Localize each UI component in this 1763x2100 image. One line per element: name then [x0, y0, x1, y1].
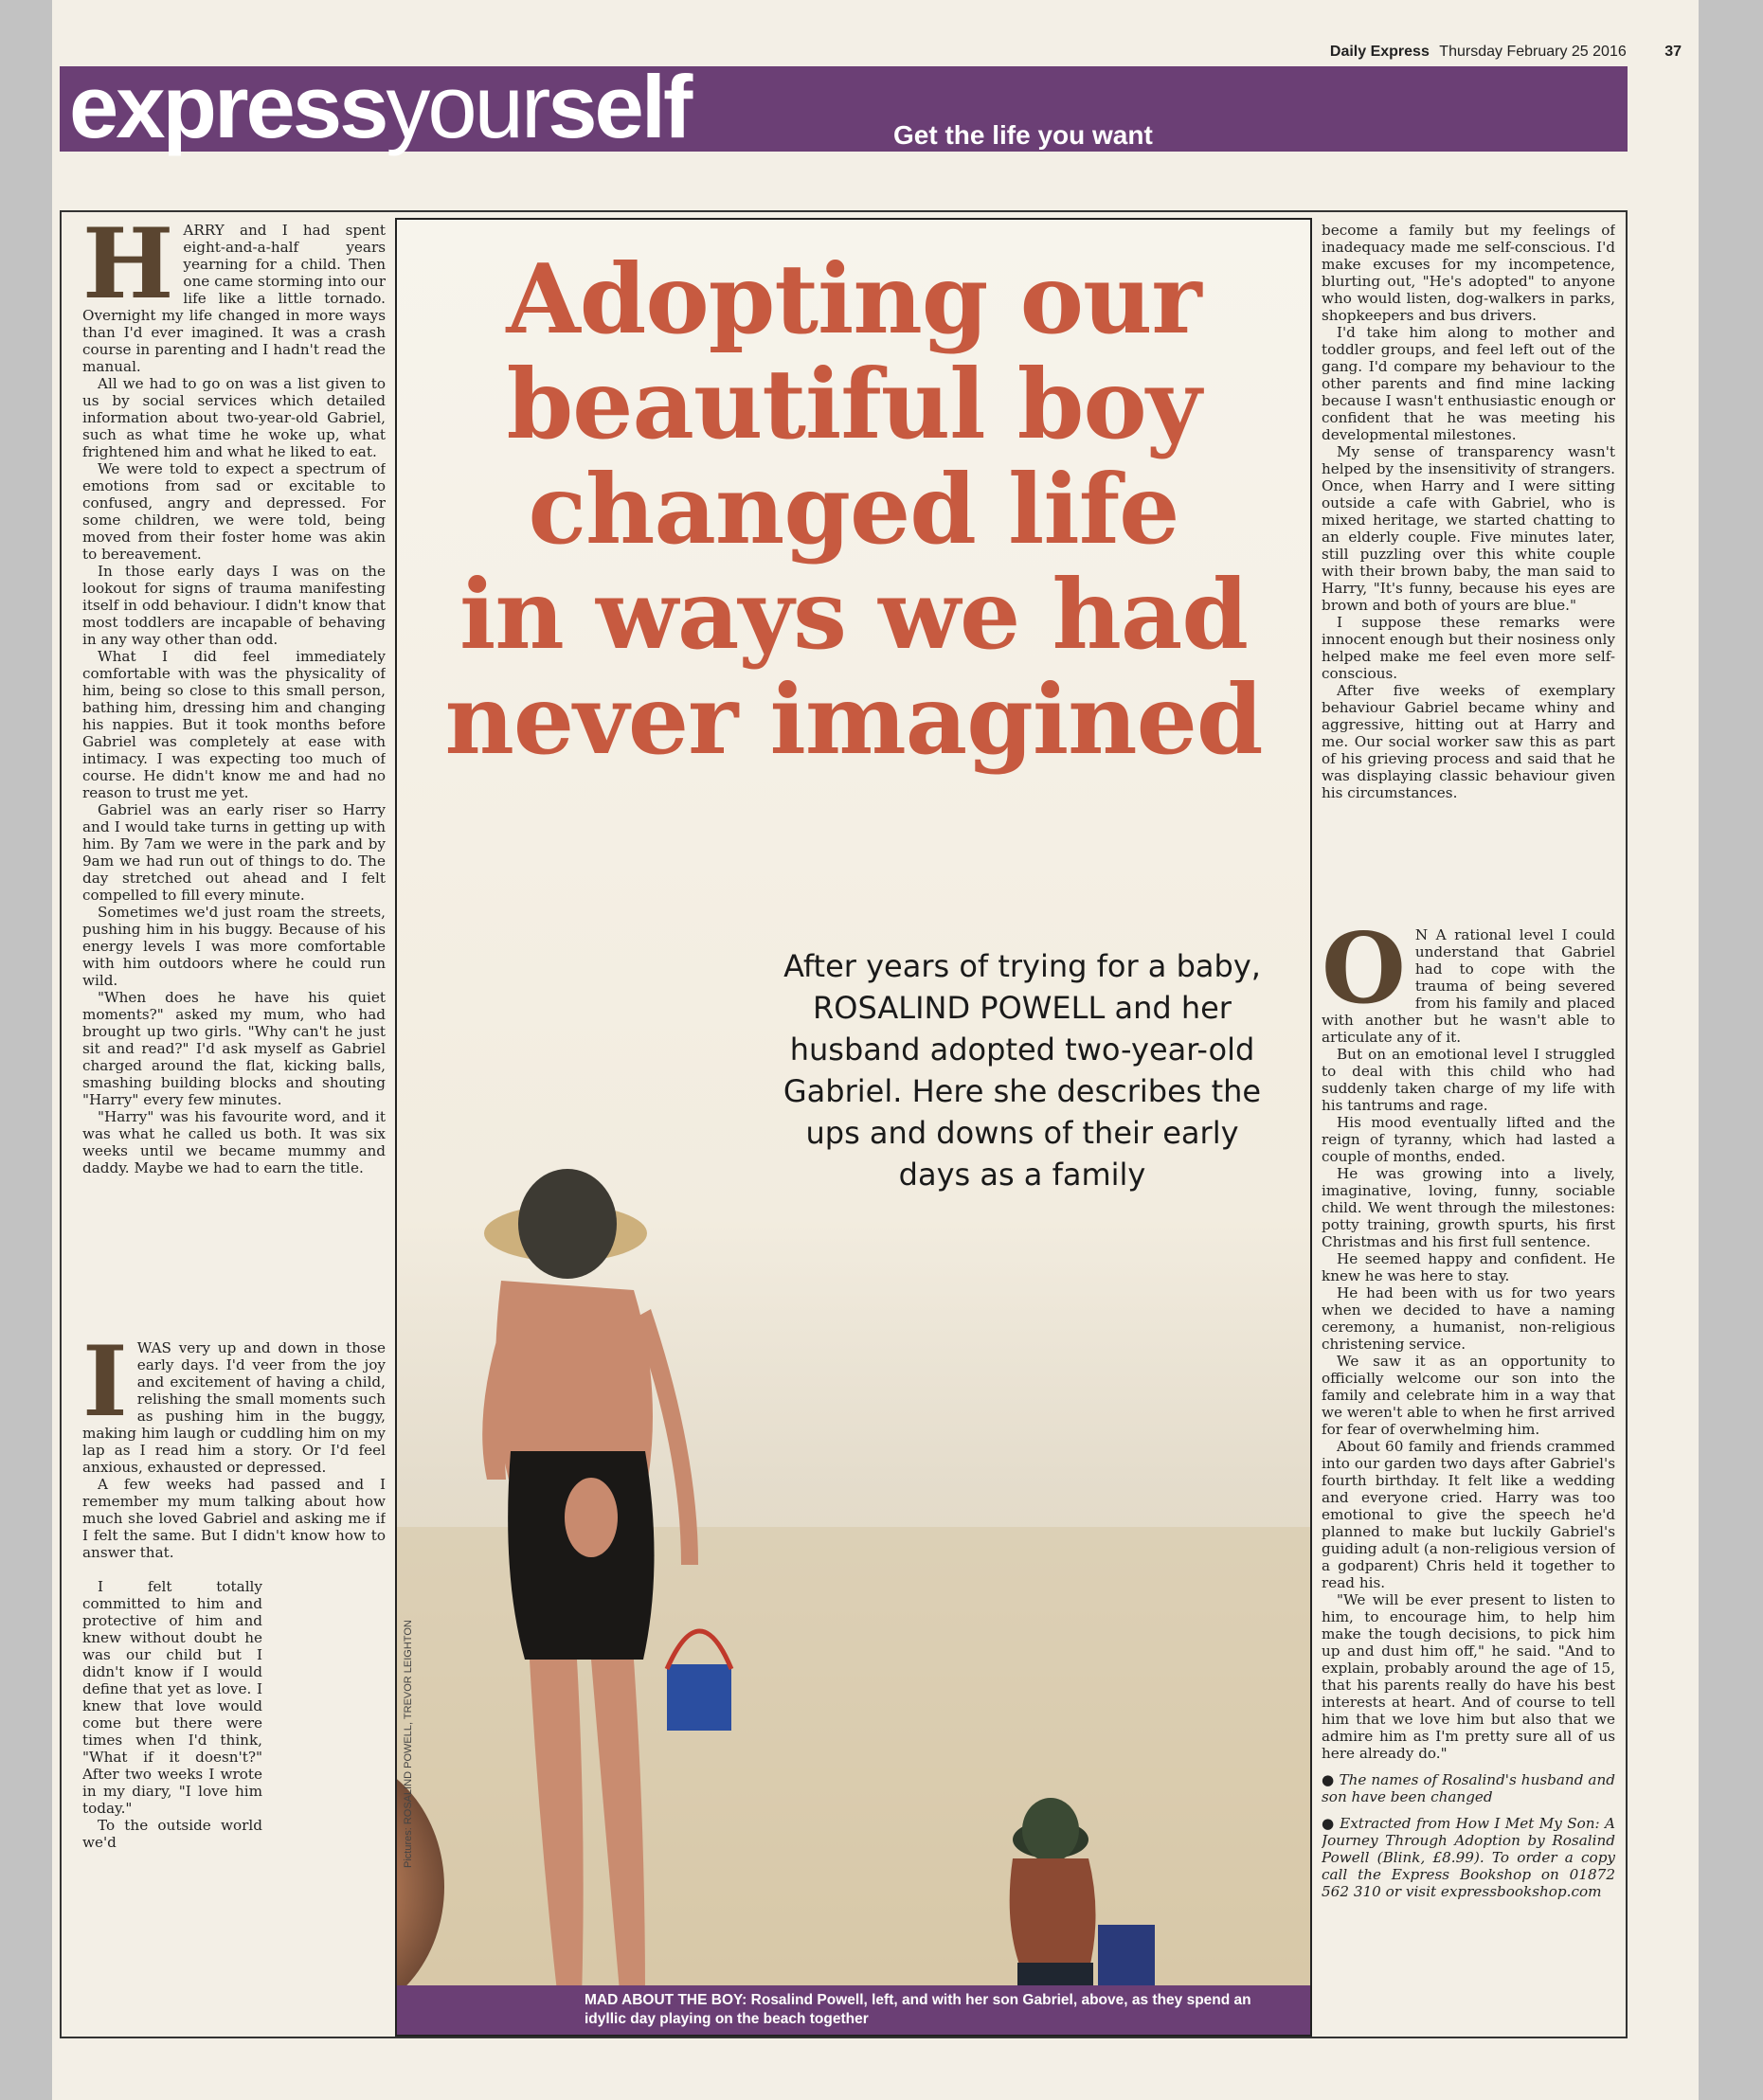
- body-paragraph: He was growing into a lively, imaginative, loving, funny, sociable child. We went through the milestones: potty training, growth spurts, his first Christmas and his first full sentence.: [1322, 1165, 1615, 1250]
- body-column-left: [82, 222, 386, 1320]
- headline-line: in ways we had: [459, 558, 1248, 671]
- body-paragraph: N A rational level I could understand that Gabriel had to cope with the trauma of being severed from his family and placed with another but he wasn't able to articulate any of it.: [1322, 926, 1615, 1046]
- body-paragraph: His mood eventually lifted and the reign of tyranny, which had lasted a couple of months, ended.: [1322, 1114, 1615, 1165]
- body-paragraph: "We will be ever present to listen to him, to encourage him, to help him make the tough decisions, to pick him up and dust him off," he said. "And to explain, probably around the age of 15, that his parents really do have his best interests at heart. And of course to tell him that we love him but also that we admire him as I'm pretty sure all of us here already do.": [1322, 1591, 1615, 1762]
- body-paragraph: After five weeks of exemplary behaviour Gabriel became whiny and aggressive, hitting out at Harry and me. Our social worker saw this as part of his grieving process and said that he was displaying classic behaviour given his circumstances.: [1322, 682, 1615, 801]
- body-paragraph: "Harry" was his favourite word, and it was what he called us both. It was six weeks until we became mummy and daddy. Maybe we had to earn the title.: [82, 1108, 386, 1176]
- page-number: 37: [1664, 44, 1682, 60]
- body-column-left-wrap: [82, 1578, 262, 1910]
- standfirst: After years of trying for a baby, ROSALIND POWELL and her husband adopted two-year-old Gabriel. Here she describes the ups and downs of their early days as a family: [783, 948, 1262, 1193]
- section-brand: [69, 55, 690, 159]
- feature-photo-panel: [395, 218, 1312, 2037]
- publication-date: Thursday February 25 2016: [1439, 44, 1627, 60]
- article-frame: [60, 210, 1628, 2038]
- body-paragraph: In those early days I was on the lookout for signs of trauma manifesting itself in odd behaviour. I didn't know that most toddlers are incapable of behaving in any way other than odd.: [82, 563, 386, 648]
- photo-credit: Pictures: ROSALIND POWELL, TREVOR LEIGHTON: [403, 1620, 414, 1868]
- body-paragraph: WAS very up and down in those early days. I'd veer from the joy and excitement of having a child, relishing the small moments such as pushing him in the buggy, making him laugh or cuddling him on my lap as I read him a story. Or I'd feel anxious, exhausted or depressed.: [82, 1339, 386, 1476]
- body-paragraph: ARRY and I had spent eight-and-a-half years yearning for a child. Then one came storming into our life like a little tornado. Overnight my life changed in more ways than I'd ever imagined. It was a crash course in parenting and I hadn't read the manual.: [82, 222, 386, 375]
- body-column-right: [1322, 222, 1615, 923]
- caption-bar: [397, 1985, 1310, 2035]
- body-paragraph: To the outside world we'd: [82, 1817, 262, 1851]
- body-paragraph: A few weeks had passed and I remember my mum talking about how much she loved Gabriel and asking me if I felt the same. But I didn't know how to answer that.: [82, 1476, 386, 1561]
- body-paragraph: Sometimes we'd just roam the streets, pushing him in his buggy. Because of his energy levels I was more comfortable with him outdoors where he could run wild.: [82, 904, 386, 989]
- drop-cap: H: [82, 222, 174, 321]
- body-paragraph: "When does he have his quiet moments?" asked my mum, who had brought up two girls. "Why can't he just sit and read?" I'd ask myself as Gabriel charged around the flat, kicking balls, smashing building blocks and shouting "Harry" every few minutes.: [82, 989, 386, 1108]
- section-masthead: [60, 57, 1628, 156]
- body-column-right-lower: [1322, 926, 1615, 2035]
- publication-name: Daily Express: [1329, 44, 1430, 60]
- page-folio: [1284, 44, 1682, 68]
- body-column-left-lower: [82, 1339, 386, 1576]
- headline: [397, 242, 1310, 776]
- body-paragraph: I'd take him along to mother and toddler groups, and feel left out of the gang. I'd compare my behaviour to the other parents and find mine lacking because I wasn't enthusiastic enough or confident that he was meeting his developmental milestones.: [1322, 324, 1615, 443]
- body-paragraph: We saw it as an opportunity to officially welcome our son into the family and celebrate him in a way that we weren't able to when he first arrived for fear of overwhelming him.: [1322, 1353, 1615, 1438]
- drop-cap: I: [82, 1339, 128, 1439]
- body-paragraph: Gabriel was an early riser so Harry and I would take turns in getting up with him. By 7am we were in the park and by 9am we had run out of things to do. The day stretched out ahead and I felt compelled to fill every minute.: [82, 801, 386, 904]
- footnote-extract: ● Extracted from How I Met My Son: A Journey Through Adoption by Rosalind Powell (Blink, £8.99). To order a copy call the Express Bookshop on 01872 562 310 or visit expressbookshop.com: [1322, 1815, 1615, 1900]
- brand-part-express: express: [69, 57, 387, 156]
- body-paragraph: I suppose these remarks were innocent enough but their nosiness only helped make me feel even more self-conscious.: [1322, 614, 1615, 682]
- body-paragraph: He seemed happy and confident. He knew he was here to stay.: [1322, 1250, 1615, 1284]
- brand-part-self: self: [548, 57, 691, 156]
- drop-cap: O: [1322, 926, 1406, 1026]
- body-paragraph: But on an emotional level I struggled to deal with this child who had suddenly taken charge of my life with his tantrums and rage.: [1322, 1046, 1615, 1114]
- headline-line: Adopting our: [506, 242, 1201, 355]
- photo-caption: MAD ABOUT THE BOY: Rosalind Powell, left, and with her son Gabriel, above, as they spend an idyllic day playing on the beach together: [585, 1992, 1251, 2027]
- body-paragraph: All we had to go on was a list given to us by social services which detailed information about two-year-old Gabriel, such as what time he woke up, what frightened him and what he liked to eat.: [82, 375, 386, 460]
- body-paragraph: I felt totally committed to him and protective of him and knew without doubt he was our child but I didn't know if I would define that yet as love. I knew that love would come but there were times when I'd think, "What if it doesn't?" After two weeks I wrote in my diary, "I love him today.": [82, 1578, 262, 1817]
- headline-line: changed life: [528, 453, 1179, 565]
- body-paragraph: We were told to expect a spectrum of emotions from sad or excitable to confused, angry and depressed. For some children, we were told, being moved from their foster home was akin to bereavement.: [82, 460, 386, 563]
- body-paragraph: About 60 family and friends crammed into our garden two days after Gabriel's fourth birthday. It felt like a wedding and everyone cried. Harry was too emotional to give the speech he'd planned to make but luckily Gabriel's guiding adult (a non-religious version of a godparent) Chris held it together to read his.: [1322, 1438, 1615, 1591]
- headline-line: beautiful boy: [506, 348, 1201, 460]
- body-paragraph: He had been with us for two years when we decided to have a naming ceremony, a humanist, non-religious christening service.: [1322, 1284, 1615, 1353]
- headline-line: never imagined: [444, 663, 1263, 776]
- body-paragraph: My sense of transparency wasn't helped by the insensitivity of strangers. Once, when Harry and I were sitting outside a cafe with Gabriel, who is mixed heritage, we started chatting to an elderly couple. Five minutes later, still puzzling over this white couple with their brown baby, the man said to Harry, "It's funny, because his eyes are brown and both of yours are blue.": [1322, 443, 1615, 614]
- body-paragraph: become a family but my feelings of inadequacy made me self-conscious. I'd make excuses for my incompetence, blurting out, "He's adopted" to anyone who would listen, dog-walkers in parks, shopkeepers and bus drivers.: [1322, 222, 1615, 324]
- body-paragraph: What I did feel immediately comfortable with was the physicality of him, being so close to this small person, bathing him, dressing him and changing his nappies. But it took months before Gabriel was completely at ease with intimacy. I was expecting too much of course. He didn't know me and had no reason to trust me yet.: [82, 648, 386, 801]
- section-tagline: Get the life you want: [893, 120, 1153, 150]
- footnote-names: ● The names of Rosalind's husband and son have been changed: [1322, 1771, 1615, 1805]
- brand-part-your: your: [386, 57, 549, 156]
